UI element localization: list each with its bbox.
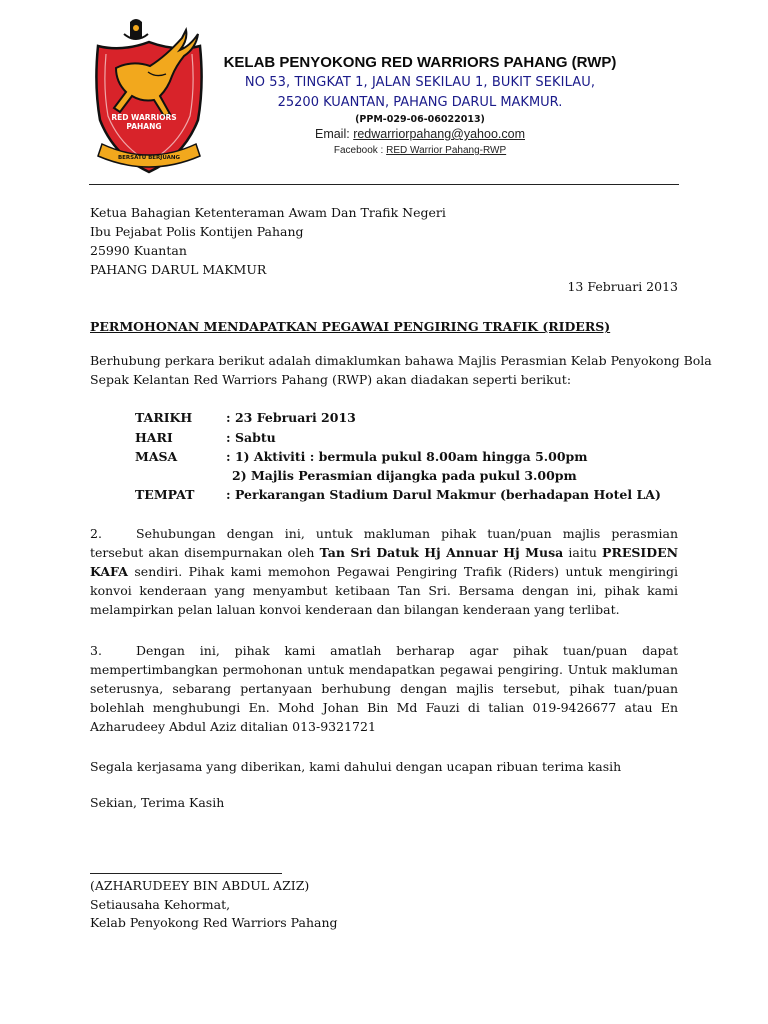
facebook-link[interactable]: RED Warrior Pahang-RWP [386, 145, 507, 156]
paragraph-2-text-b: iaitu [563, 545, 603, 560]
crest-text-bottom: PAHANG [126, 122, 162, 131]
address-line-1: NO 53, TINGKAT 1, JALAN SEKILAU 1, BUKIT SEKILAU, [244, 75, 596, 90]
email-label: Email: [314, 127, 354, 141]
detail-date-label: TARIKH [135, 410, 193, 425]
email-line [190, 127, 650, 141]
recipient-line-3: 25990 Kuantan [90, 243, 187, 258]
detail-day-label: HARI [135, 430, 173, 445]
registration-number: (PPM-029-06-06022013) [355, 114, 485, 125]
paragraph-2-text-a: Sehubungan dengan ini, untuk makluman pihak tuan/puan majlis perasmian tersebut akan disempurnakan oleh [90, 526, 678, 560]
intro-line-2: Sepak Kelantan Red Warriors Pahang (RWP) akan diadakan seperti berikut: [90, 372, 572, 387]
closing-sign-off: Sekian, Terima Kasih [90, 795, 225, 810]
facebook-label: Facebook : [333, 145, 387, 156]
signatory-title: Setiausaha Kehormat, [90, 897, 231, 912]
detail-time-label: MASA [135, 449, 178, 464]
facebook-line [190, 145, 650, 156]
header-divider [89, 184, 679, 185]
detail-venue-value: : Perkarangan Stadium Darul Makmur (berhadapan Hotel LA) [226, 487, 661, 502]
address-line-2: 25200 KUANTAN, PAHANG DARUL MAKMUR. [277, 95, 563, 110]
intro-line-1: Berhubung perkara berikut adalah dimaklumkan bahawa Majlis Perasmian Kelab Penyokong Bola [90, 353, 712, 368]
recipient-line-2: Ibu Pejabat Polis Kontijen Pahang [90, 224, 304, 239]
closing-thanks: Segala kerjasama yang diberikan, kami dahului dengan ucapan ribuan terima kasih [90, 759, 622, 774]
crest-text-top: RED WARRIORS [111, 113, 177, 122]
detail-venue-label: TEMPAT [135, 487, 195, 502]
detail-time-value-1: : 1) Aktiviti : bermula pukul 8.00am hingga 5.00pm [226, 449, 588, 464]
paragraph-2 [90, 524, 678, 619]
crest-ribbon-text: BERSATU BERJUANG [117, 155, 181, 161]
signatory-org: Kelab Penyokong Red Warriors Pahang [90, 915, 338, 930]
recipient-line-1: Ketua Bahagian Ketenteraman Awam Dan Trafik Negeri [90, 205, 446, 220]
paragraph-3 [90, 641, 678, 736]
letter-date: 13 Februari 2013 [567, 279, 678, 294]
paragraph-3-text: Dengan ini, pihak kami amatlah berharap agar pihak tuan/puan dapat mempertimbangkan permohonan untuk mendapatkan pegawai pengiring. Untuk makluman seterusnya, sebarang pertanyaan berhubung dengan majlis tersebut, pihak tuan/puan bolehlah menghubungi En. Mohd Johan Bin Md Fauzi di talian 019-9426677 atau En Azharudeey Abdul Aziz ditalian 013-9321721 [90, 643, 678, 734]
signature-line [90, 873, 282, 874]
detail-time-value-2: 2) Majlis Perasmian dijangka pada pukul 3.00pm [232, 468, 577, 483]
paragraph-2-bold-b: PRESIDEN KAFA [90, 545, 679, 579]
paragraph-3-number: 3. [90, 643, 102, 658]
paragraph-2-number: 2. [90, 526, 102, 541]
detail-day-value: : Sabtu [226, 430, 276, 445]
org-name: KELAB PENYOKONG RED WARRIORS PAHANG (RWP) [223, 54, 617, 71]
crest-emblem [124, 19, 148, 39]
detail-date-value: : 23 Februari 2013 [226, 410, 356, 425]
recipient-line-4: PAHANG DARUL MAKMUR [90, 262, 267, 277]
email-link[interactable]: redwarriorpahang@yahoo.com [353, 127, 525, 141]
paragraph-2-text-c: sendiri. Pihak kami memohon Pegawai Pengiring Trafik (Riders) untuk mengiringi konvoi kenderaan yang menyambut ketibaan Tan Sri. Bersama dengan ini, pihak kami melampirkan pelan laluan konvoi kenderaan dan bilangan kenderaan yang terlibat. [90, 564, 678, 617]
paragraph-2-bold-a: Tan Sri Datuk Hj Annuar Hj Musa [319, 545, 564, 560]
letter-subject: PERMOHONAN MENDAPATKAN PEGAWAI PENGIRING TRAFIK (RIDERS) [90, 319, 611, 334]
signatory-name: (AZHARUDEEY BIN ABDUL AZIZ) [90, 878, 310, 893]
